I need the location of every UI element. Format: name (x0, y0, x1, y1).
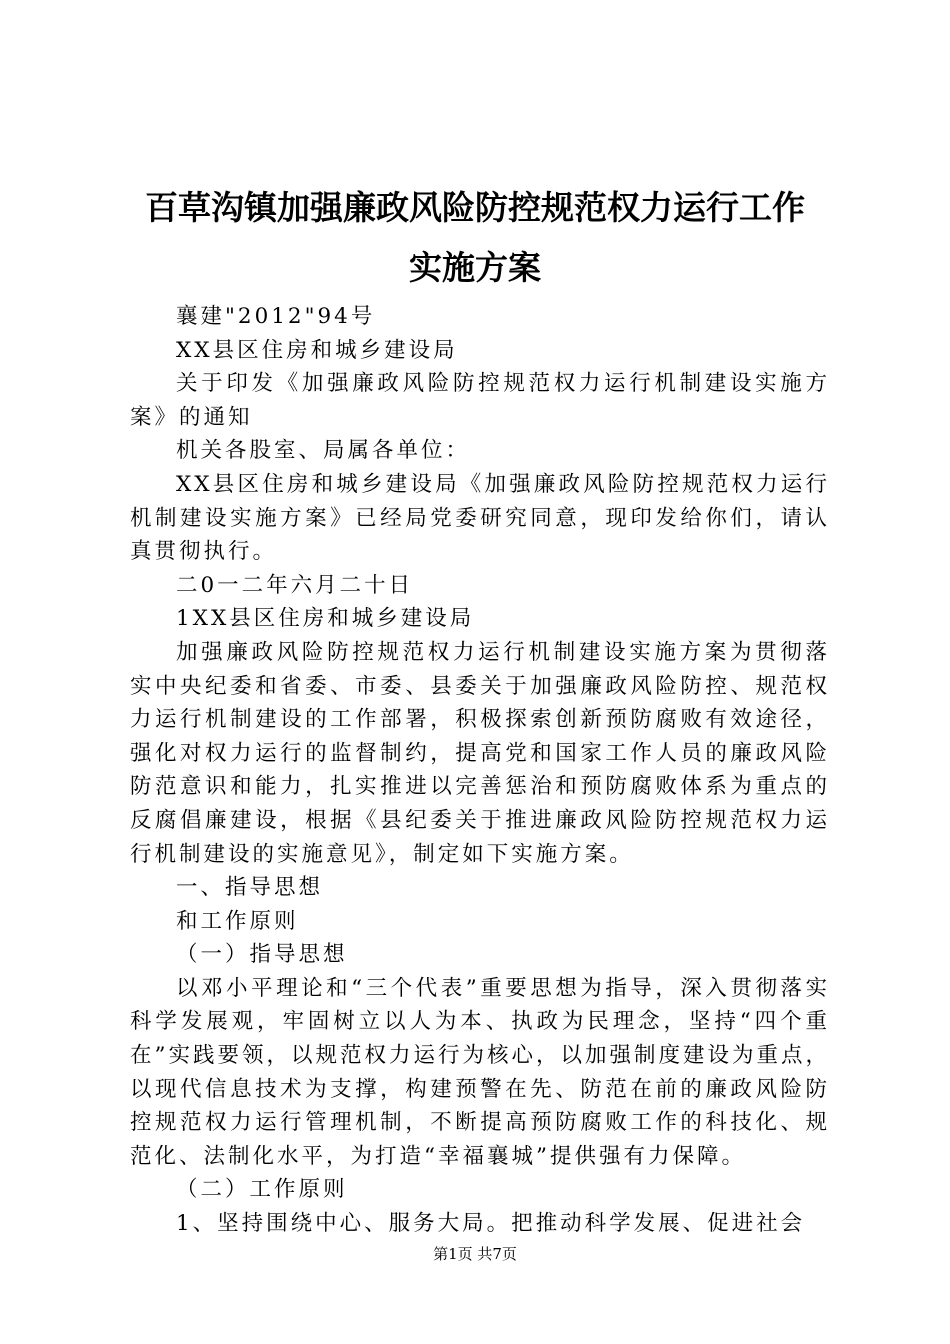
document-title-line-2: 实施方案 (409, 248, 541, 287)
issuing-authority-repeat: 1XX县区住房和城乡建设局 (176, 606, 475, 632)
document-number: 襄建"2012"94号 (176, 304, 376, 329)
notice-body: XX县区住房和城乡建设局《加强廉政风险防控规范权力运行机制建设实施方案》已经局党委研究同意，现印发给你们，请认真贯彻执行。 (130, 471, 830, 565)
subsection-heading: （一）指导思想 (176, 942, 348, 968)
body-paragraph: 1、坚持围绕中心、服务大局。把推动科学发展、促进社会 (176, 1211, 806, 1237)
section-heading-continued: 和工作原则 (176, 908, 299, 934)
section-heading: 一、指导思想 (176, 875, 324, 901)
subsection-heading: （二）工作原则 (176, 1177, 348, 1203)
page-number: 第1页 共7页 (433, 1245, 517, 1263)
addressee: 机关各股室、局属各单位： (176, 438, 471, 464)
body-paragraph: 加强廉政风险防控规范权力运行机制建设实施方案为贯彻落实中央纪委和省委、市委、县委关于加强廉政风险防控、规范权力运行机制建设的工作部署，积极探索创新预防腐败有效途径，强化对权力运行的监督制约，提高党和国家工作人员的廉政风险防范意识和能力，扎实推进以完善惩治和预防腐败体系为重点的反腐倡廉建设，根据《县纪委关于推进廉政风险防控规范权力运行机制建设的实施意见》，制定如下实施方案。 (130, 639, 830, 867)
body-paragraph: 以邓小平理论和“三个代表”重要思想为指导，深入贯彻落实科学发展观，牢固树立以人为本、执政为民理念，坚持“四个重在”实践要领，以规范权力运行为核心，以加强制度建设为重点，以现代信息技术为支撑，构建预警在先、防范在前的廉政风险防控规范权力运行管理机制，不断提高预防腐败工作的科技化、规范化、法制化水平，为打造“幸福襄城”提供强有力保障。 (130, 975, 830, 1169)
document-body (130, 300, 830, 1241)
notice-date: 二0一二年六月二十日 (176, 572, 414, 598)
notice-title: 关于印发《加强廉政风险防控规范权力运行机制建设实施方案》的通知 (130, 371, 830, 430)
document-title-line-1: 百草沟镇加强廉政风险防控规范权力运行工作 (145, 188, 805, 227)
issuing-authority: XX县区住房和城乡建设局 (176, 337, 458, 363)
